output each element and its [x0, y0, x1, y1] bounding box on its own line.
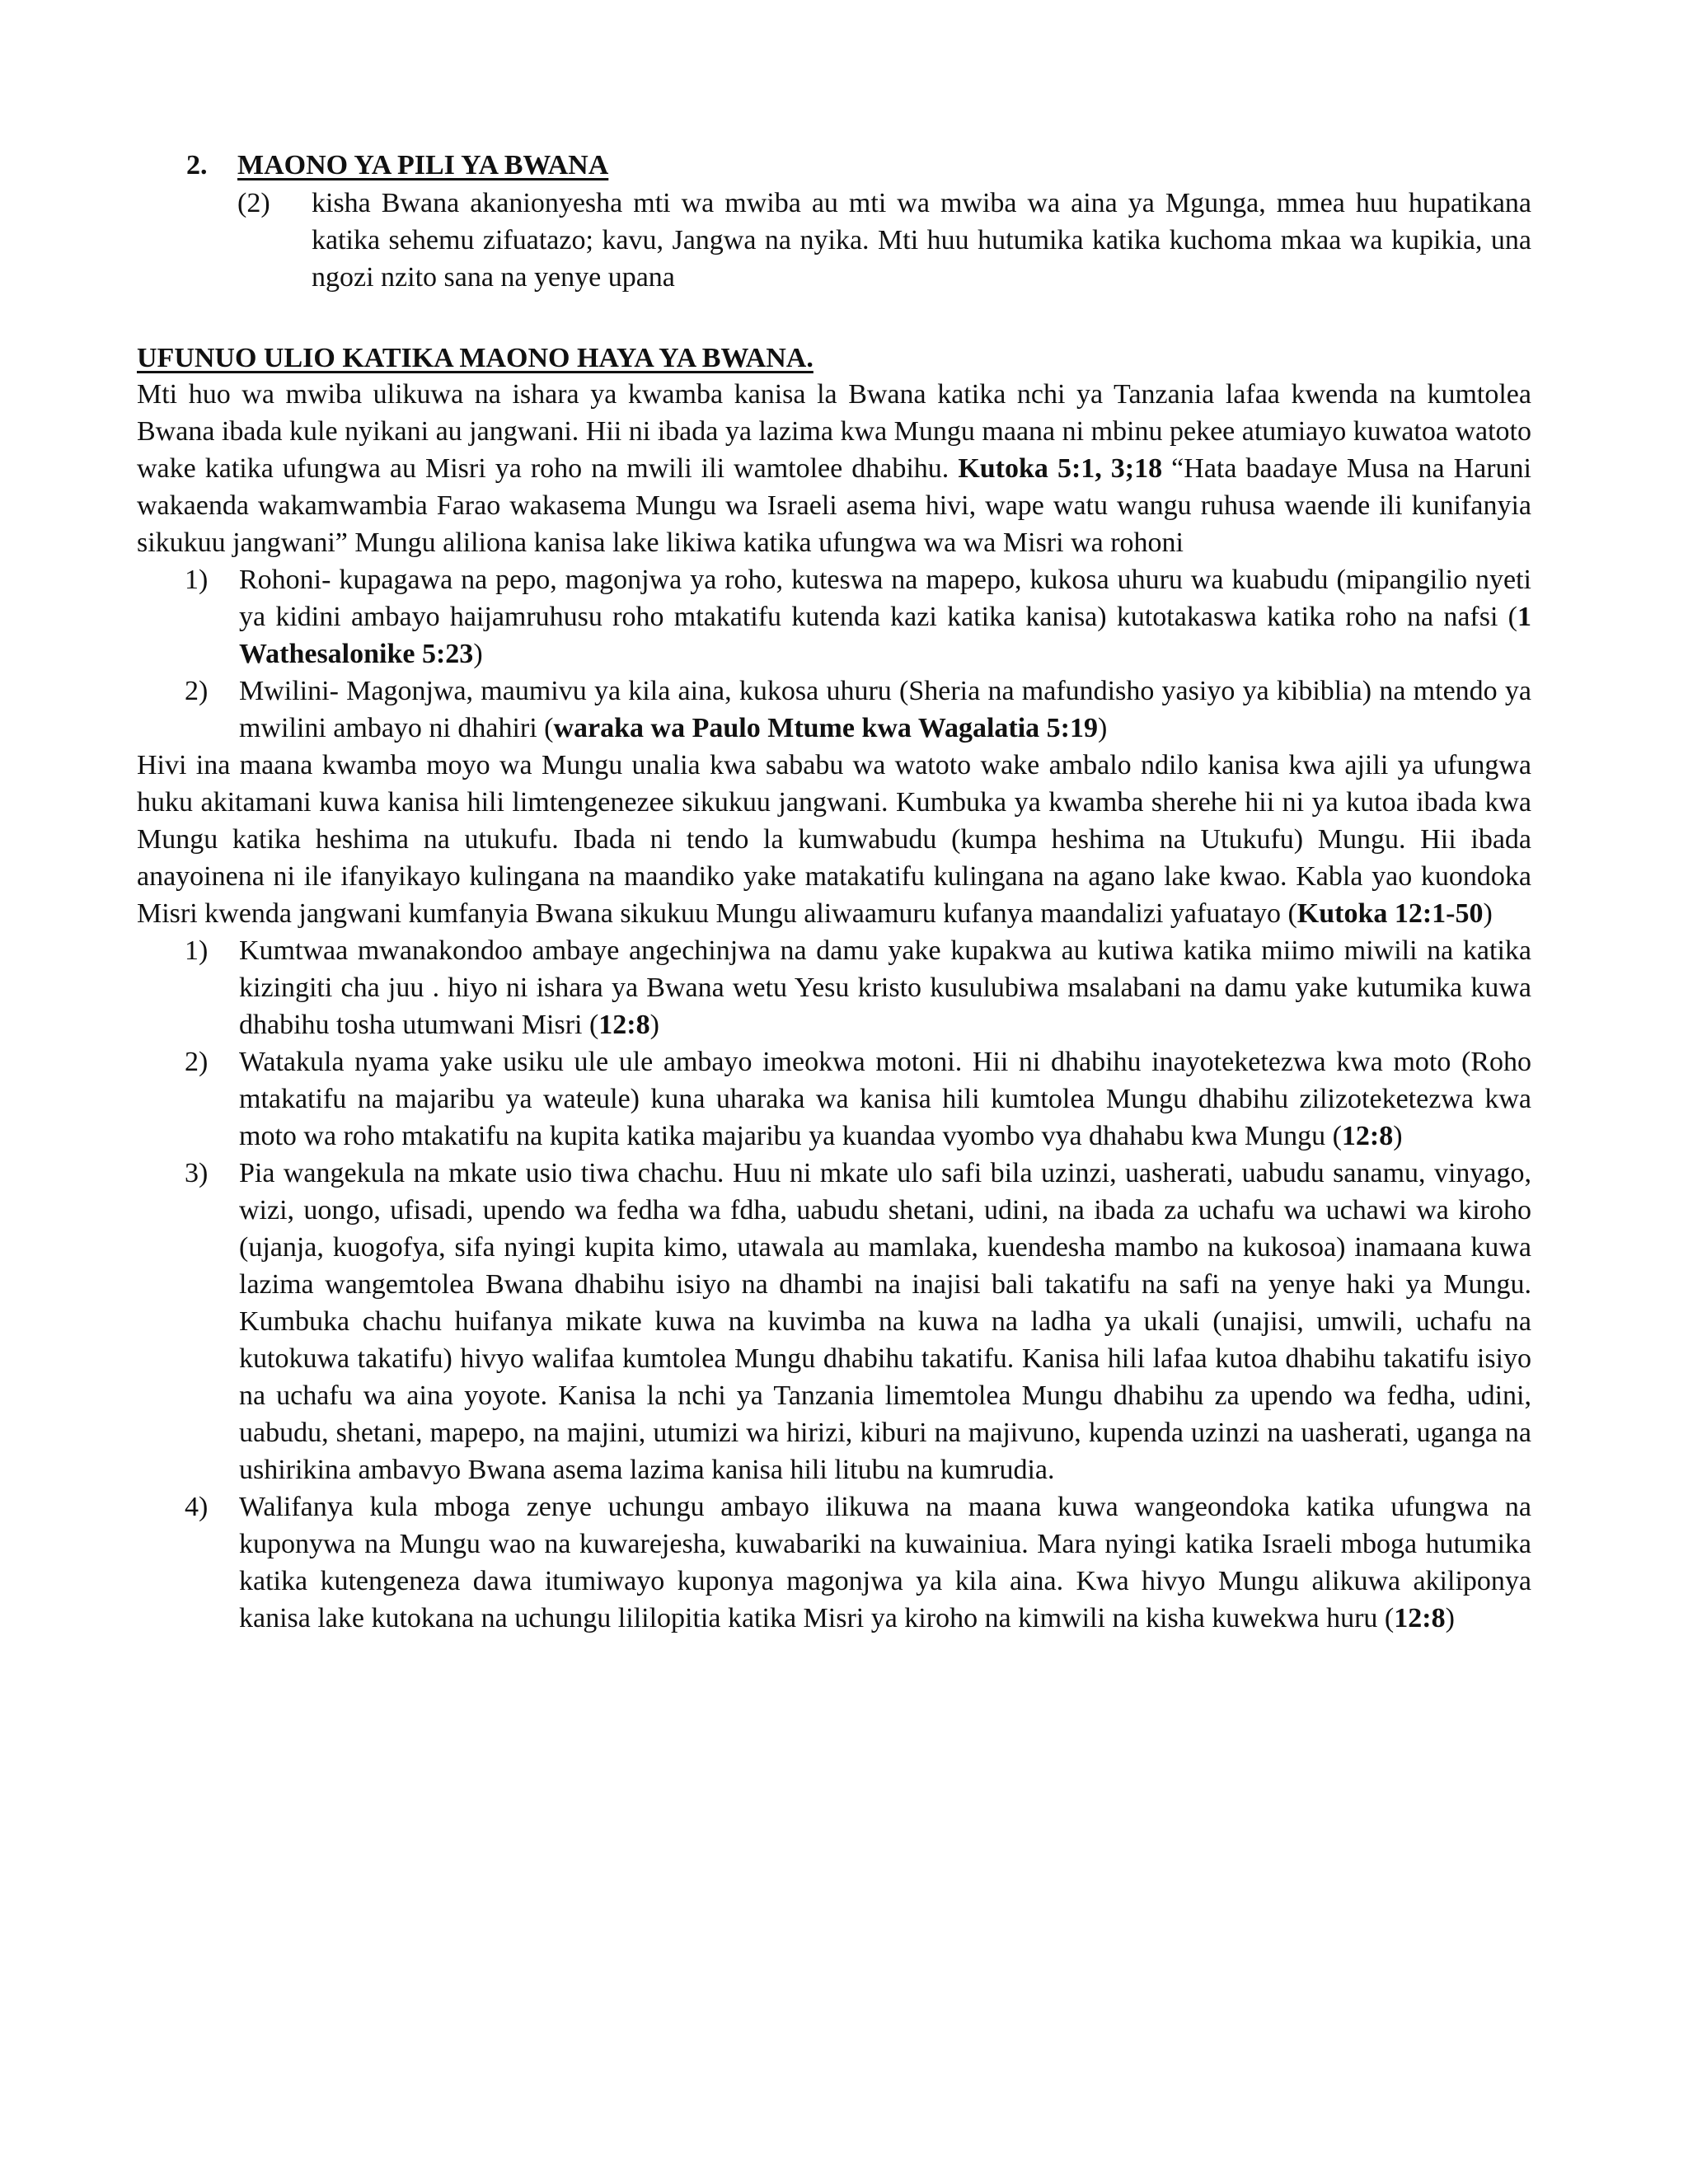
list-marker: 2): [185, 676, 209, 706]
list-item-text: Pia wangekula na mkate usio tiwa chachu. Huu ni mkate ulo safi bila uzinzi, uasherati, uabudu sanamu, vinyago, wizi, uongo, ufisadi, upendo wa fedha wa fdha, uabudu shetani, udini, na ibada za uchafu wa uchawi wa kiroho (ujanja, kuogofya, sifa nyingi kupita kimo, utawala au mamlaka, kuendesha mambo na kukosoa) inamaana kuwa lazima wangemtolea Bwana dhabihu isiyo na dhambi na inajisi bali takatifu na safi na yenye haki ya Mungu. Kumbuka chachu huifanya mikate kuwa na kuvimba na kuwa na ladha ya ukali (unajisi, umwili, uchafu na kutokuwa takatifu) hivyo walifaa kumtolea Mungu dhabihu takatifu. Kanisa hili lafaa kutoa dhabihu takatifu isiyo na uchafu wa aina yoyote. Kanisa la nchi ya Tanzania limemtolea Mungu dhabihu za upendo wa fedha, udini, uabudu, shetani, mapepo, na majini, utumizi wa hirizi, kiburi na majivuno, kupenda uzinzi na uasherati, uganga na ushirikina ambavyo Bwana asema lazima kanisa hili litubu na kumrudia.: [239, 1158, 1531, 1485]
list-item-text: ): [1393, 1121, 1403, 1151]
list-item: [137, 1043, 1531, 1155]
list-marker: 4): [185, 1492, 209, 1522]
paragraph-worship: [137, 747, 1531, 932]
list-item-text: Rohoni- kupagawa na pepo, magonjwa ya roho, kuteswa na mapepo, kukosa uhuru wa kuabudu (mipangilio nyeti ya kidini ambayo haijamruhusu roho mtakatifu kutenda kazi katika kanisa) kutotakaswa katika roho na nafsi (: [239, 565, 1531, 632]
list-item-text: Mwilini- Magonjwa, maumivu ya kila aina, kukosa uhuru (Sheria na mafundisho yasiyo ya kibiblia) na mtendo ya mwilini ambayo ni dhahiri (: [239, 676, 1531, 743]
list-item: [137, 1155, 1531, 1488]
paragraph-text: Mti huo wa mwiba ulikuwa na ishara ya kwamba kanisa la Bwana katika nchi ya Tanzania lafaa kwenda na kumtolea Bwana ibada kule nyikani au jangwani. Hii ni ibada ya lazima kwa Mungu maana ni mbinu pekee atumiayo kuwatoa watoto wake katika ufungwa au Misri ya roho na mwili ili wamtolee dhabihu.: [137, 379, 1531, 484]
scripture-reference: 1 Wathesalonike 5:23: [239, 602, 1531, 669]
list-marker: 2): [185, 1047, 209, 1077]
preparation-list: [137, 932, 1531, 1637]
item-marker: (2): [237, 188, 270, 218]
list-item-text: Walifanya kula mboga zenye uchungu ambayo ilikuwa na maana kuwa wangeondoka katika ufungwa na kuponywa na Mungu wao na kuwarejesha, kuwabariki na kuwainiua. Mara nyingi katika Israeli mboga hutumika katika kutengeneza dawa itumiwayo kuponya magonjwa ya kila aina. Kwa hivyo Mungu alikuwa akiliponya kanisa lake kutokana na uchungu lililopitia katika Misri ya kiroho na kimwili na kisha kuwekwa huru (: [239, 1492, 1531, 1633]
paragraph-text: “Hata baadaye Musa na Haruni wakaenda wakamwambia Farao wakasema Mungu wa Israeli asema hivi, wape watu wangu ruhusa waende ili kunifanyia sikukuu jangwani” Mungu aliliona kanisa lake likiwa katika ufungwa wa wa Misri wa rohoni: [137, 453, 1531, 558]
list-item: [137, 673, 1531, 747]
paragraph-text: Hivi ina maana kwamba moyo wa Mungu unalia kwa sababu wa watoto wake ambalo ndilo kanisa kwa ajili ya ufungwa huku akitamani kuwa kanisa hili limtengenezee sikukuu jangwani. Kumbuka ya kwamba sherehe hii ni ya kutoa ibada kwa Mungu katika heshima na utukufu. Ibada ni tendo la kumwabudu (kumpa heshima na Utukufu) Mungu. Hii ibada anayoinena ni ile ifanyikayo kulingana na maandiko yake matakatifu kulingana na agano lake kwao. Kabla yao kuondoka Misri kwenda jangwani kumfanyia Bwana sikukuu Mungu aliwaamuru kufanya maandalizi yafuatayo (: [137, 750, 1531, 929]
vision-description: [237, 185, 1531, 296]
list-item-text: ): [649, 1010, 659, 1040]
scripture-reference: 12:8: [1394, 1603, 1446, 1633]
heading-number: 2.: [186, 150, 208, 180]
list-marker: 1): [185, 565, 209, 595]
scripture-reference: waraka wa Paulo Mtume kwa Wagalatia 5:19: [553, 713, 1098, 743]
revelation-body: [137, 376, 1531, 1637]
vision-text: kisha Bwana akanionyesha mti wa mwiba au mti wa mwiba wa aina ya Mgunga, mmea huu hupatikana katika sehemu zifuatazo; kavu, Jangwa na nyika. Mti huu hutumika katika kuchoma mkaa wa kupikia, una ngozi nzito sana na yenye upana: [312, 188, 1531, 293]
scripture-reference: 12:8: [1341, 1121, 1394, 1151]
paragraph-text: ): [1483, 898, 1493, 929]
scripture-reference: Kutoka 12:1-50: [1296, 898, 1484, 929]
list-item-text: ): [1445, 1603, 1455, 1633]
heading-title: MAONO YA PILI YA BWANA: [237, 150, 609, 180]
section-heading: [186, 147, 608, 184]
list-marker: 3): [185, 1158, 209, 1188]
list-item-text: ): [473, 639, 483, 669]
list-marker: 1): [185, 935, 209, 966]
list-item-text: Watakula nyama yake usiku ule ule ambayo imeokwa motoni. Hii ni dhabihu inayoteketezwa kwa moto (Roho mtakatifu na majaribu ya wateule) kuna uharaka wa kanisa hili kumtolea Mungu dhabihu zilizoteketezwa kwa moto wa roho mtakatifu na kupita katika majaribu ya kuandaa vyombo vya dhahabu kwa Mungu (: [239, 1047, 1531, 1151]
scripture-reference: Kutoka 5:1, 3;18: [958, 453, 1163, 484]
scripture-reference: 12:8: [598, 1010, 650, 1040]
list-item: [137, 561, 1531, 673]
bondage-list: [137, 561, 1531, 747]
paragraph-intro: [137, 376, 1531, 561]
list-item-text: ): [1097, 713, 1108, 743]
list-item: [137, 932, 1531, 1043]
list-item-text: Kumtwaa mwanakondoo ambaye angechinjwa na damu yake kupakwa au kutiwa katika miimo miwili na katika kizingiti cha juu . hiyo ni ishara ya Bwana wetu Yesu kristo kusulubiwa msalabani na damu yake kutumika kuwa dhabihu tosha utumwani Misri (: [239, 935, 1531, 1040]
list-item: [137, 1488, 1531, 1637]
revelation-title: UFUNUO ULIO KATIKA MAONO HAYA YA BWANA.: [137, 343, 814, 373]
